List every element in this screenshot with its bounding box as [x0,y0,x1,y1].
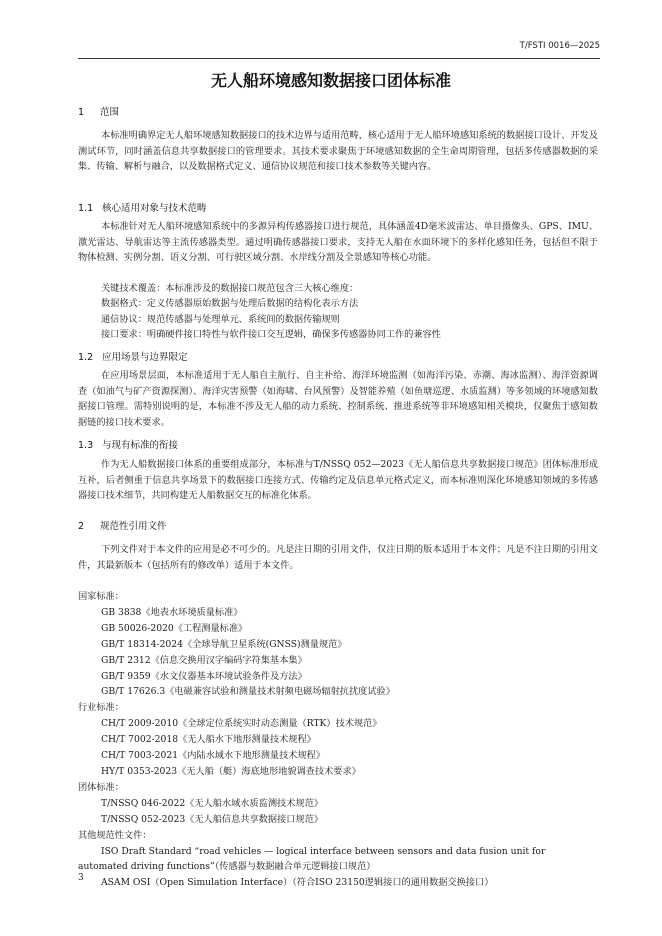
section-number: 1.1 [78,203,94,214]
references-list [78,589,638,891]
section-1-heading [78,104,119,118]
section-title: 规范性引用文件 [100,521,167,532]
page-title: 无人船环境感知数据接口团体标准 [210,71,451,90]
section-1-3-heading [78,437,178,451]
iso-text: ISO Draft Standard “road vehicles — logical interface between sensors and data fusion unit for automated driving functions”（传感器与数据融合单元逻辑接口规范） [78,845,546,873]
page-number: 3 [78,873,84,883]
section-title: 范围 [100,107,120,118]
reference-item-iso [78,844,598,876]
section-1-2-paragraph: 在应用场景层面，本标准适用于无人船自主航行、自主补给、海洋环境监测（如海洋污染、赤潮、海冰监测）、海洋资源调查（如油气与矿产资源探测）、海洋灾害预警（如海啸、台风预警）及智能养殖（如鱼塘巡逻、水质监测）等多领域的环境感知数据接口管理。需特别说明的是，本标准不涉及无人船的动力系统、控制系统、推进系统等非环境感知相关模块，仅聚焦于感知数据链的接口技术要求。 [78,370,598,428]
section-number: 1.3 [78,440,94,451]
section-title: 应用场景与边界限定 [102,352,188,363]
section-1-paragraph: 本标准明确界定无人船环境感知数据接口的技术边界与适用范畴，核心适用于无人船环境感知系统的数据接口设计、开发及测试环节，同时涵盖信息共享数据接口的管理要求。其技术要求聚焦于环境感知数据的全生命周期管理，包括多传感器数据的采集、传输、解析与融合，以及数据格式定义、通信协议规范和接口技术参数等关键内容。 [78,130,598,172]
key-tech-line: 关键技术覆盖：本标准涉及的数据接口规范包含三大核心维度： [101,283,359,294]
reference-item: GB/T 2312《信息交换用汉字编码字符集基本集》 [101,654,307,666]
section-1-1-paragraph: 本标准针对无人船环境感知系统中的多源异构传感器接口进行规范，具体涵盖4D毫米波雷达、单目摄像头、GPS、IMU、激光雷达、导航雷达等主流传感器类型。通过明确传感器接口要求，支持无人船在水面环境下的多样化感知任务，包括但不限于物体检测、实例分割、语义分割、可行驶区域分割、水岸线分割及全景感知等核心功能。 [78,221,598,263]
section-number: 1.2 [78,352,94,363]
section-title: 与现有标准的衔接 [102,440,179,451]
header-rule [78,58,600,59]
standard-code: T/FSTI 0016—2025 [519,41,600,51]
section-2-paragraph: 下列文件对于本文件的应用是必不可少的。凡是注日期的引用文件，仅注日期的版本适用于本文件；凡是不注日期的引用文件，其最新版本（包括所有的修改单）适用于本文件。 [78,544,598,571]
reference-item: T/NSSQ 052-2023《无人船信息共享数据接口规范》 [101,813,323,825]
other-label: 其他规范性文件： [78,829,152,841]
reference-item: GB 3838《地表水环境质量标准》 [101,606,243,618]
section-1-1-heading [78,200,207,214]
reference-item: CH/T 7003-2021《内陆水域水下地形测量技术规程》 [101,750,326,762]
reference-item: HY/T 0353-2023《无人船（艇）海底地形地貌调查技术要求》 [101,765,361,777]
industry-label: 行业标准： [78,702,124,714]
reference-item: GB/T 9359《水文仪器基本环境试验条件及方法》 [101,670,307,682]
interface-line: 接口要求：明确硬件接口特性与软件接口交互逻辑，确保多传感器协同工作的兼容性 [101,329,441,340]
data-format-line: 数据格式：定义传感器原始数据与处理后数据的结构化表示方法 [101,298,359,309]
reference-item: CH/T 2009-2010《全球定位系统实时动态测量（RTK）技术规范》 [101,718,382,730]
national-label: 国家标准： [78,591,124,602]
reference-item: CH/T 7002-2018《无人船水下地形测量技术规程》 [101,734,316,746]
section-title: 核心适用对象与技术范畴 [102,203,207,214]
protocol-line: 通信协议：规范传感器与处理单元、系统间的数据传输规则 [101,314,340,325]
section-number: 2 [78,521,85,532]
section-2-heading [78,518,167,532]
group-label: 团体标准： [78,781,124,793]
section-1-2-heading [78,349,188,363]
reference-item: ASAM OSI（Open Simulation Interface）（符合ISO 23150逻辑接口的通用数据交换接口） [101,877,494,889]
reference-item: GB/T 18314-2024《全球导航卫星系统(GNSS)测量规范》 [101,638,347,650]
reference-item: GB/T 17626.3《电磁兼容试验和测量技术射频电磁场辐射抗扰度试验》 [101,686,395,698]
section-1-3-paragraph: 作为无人船数据接口体系的重要组成部分，本标准与T/NSSQ 052—2023《无人船信息共享数据接口规范》团体标准形成互补，后者侧重于信息共享场景下的数据接口连接方式、传输约定及信息单元格式定义，而本标准则深化环境感知领域的多传感器接口技术细节，共同构建无人船数据交互的标准化体系。 [78,459,598,501]
reference-item: GB 50026-2020《工程测量标准》 [101,622,248,634]
section-number: 1 [78,107,85,118]
reference-item: T/NSSQ 046-2022《无人船水域水质监测技术规范》 [101,797,323,809]
